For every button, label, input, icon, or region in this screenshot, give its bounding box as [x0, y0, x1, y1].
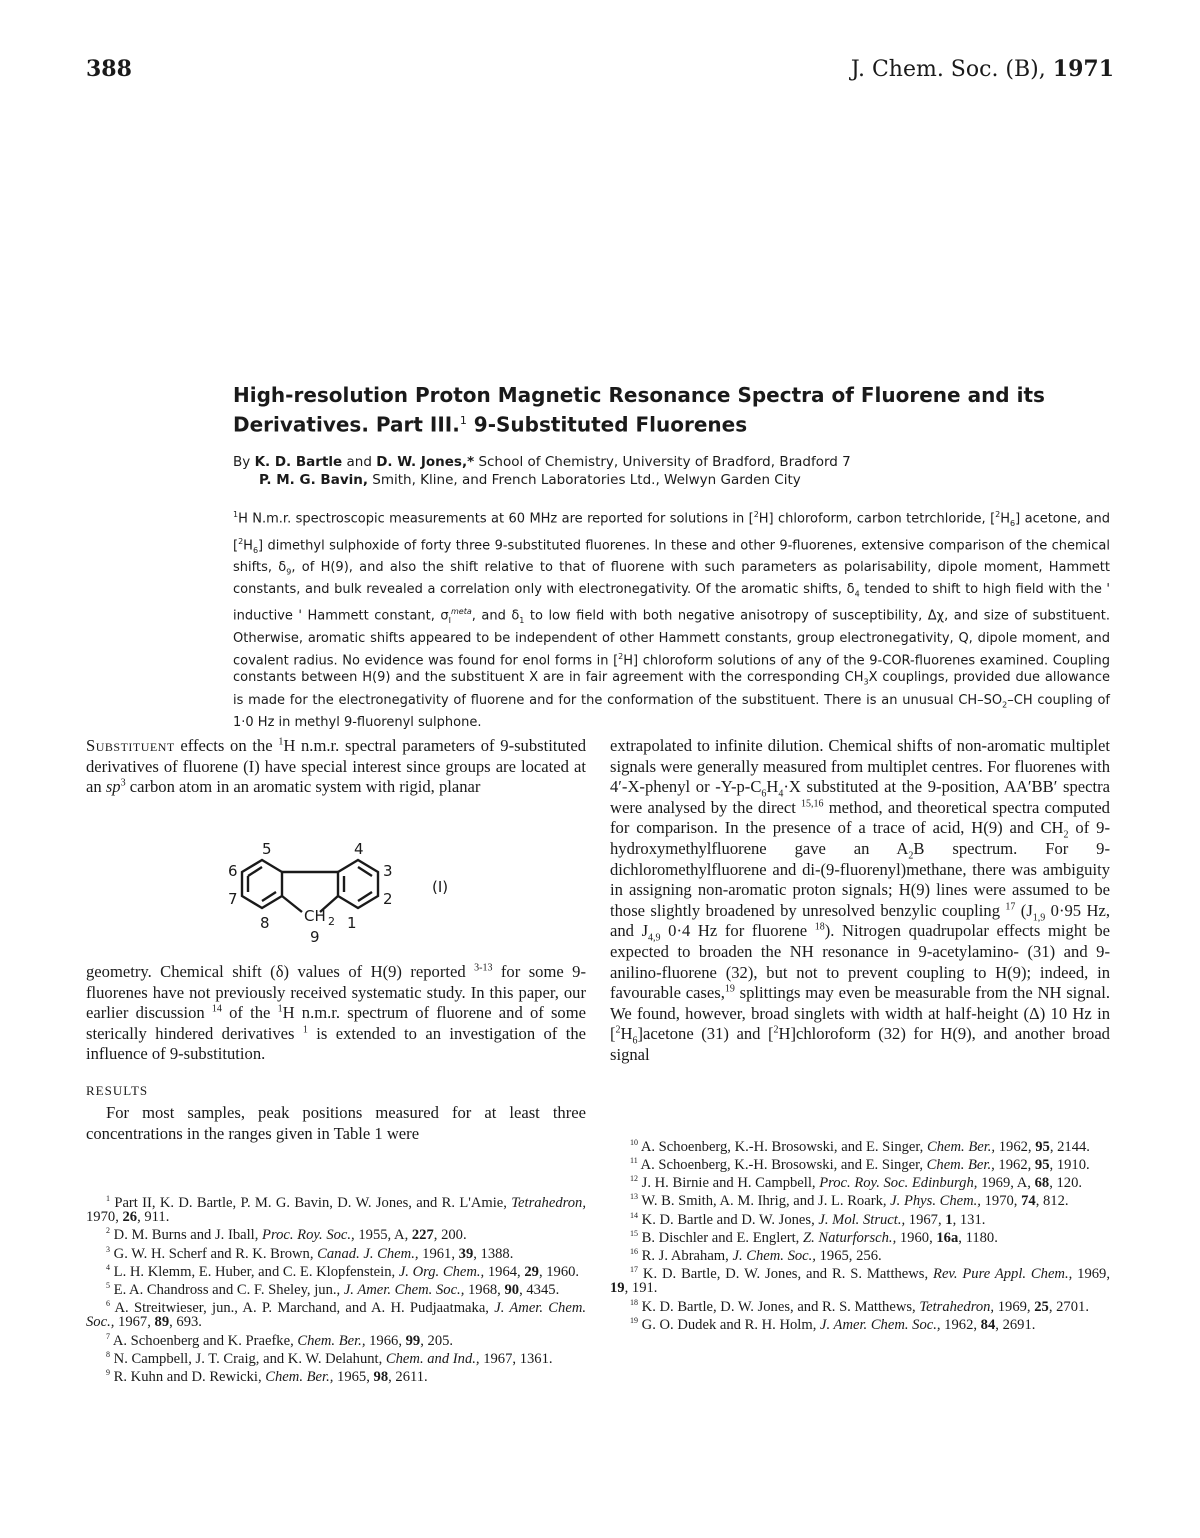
abstract: $^1$H N.m.r. spectroscopic measurements at 60 MHz are reported for solutions in [$^2$H] chloroform, carbon tetrchloride, $[^2H_6]$ acetone, and $[^2H_6]$ dimethyl sulphoxide of forty three 9-substituted fluorenes. In these and other 9-fluorenes, extensive comparison of the chemical shifts, $\delta_9$, of H(9), and also the shift relative to that of fluorene with such parameters as polarisability, dipole moment, Hammett constants, and bulk revealed a correlation only with electronegativity. Of the aromatic shifts, $\delta_4$ tended to shift to high field with the ' inductive ' Hammett constant, $\sigma_I^{meta}$, and $\delta_1$ to low field with both negative anisotropy of susceptibility, Δχ, and size of substituent. Otherwise, aromatic shifts appeared to be independent of other Hammett constants, group electronegativity, Q, dipole moment, and covalent radius. No evidence was found for enol forms in [$^2$H] chloroform solutions of any of the 9-COR-fluorenes examined. Coupling constants between H(9) and the substituent X are in fair agreement with the corresponding $CH_3X$ couplings, provided due allowance is made for the electronegativity of fluorene and for the conformation of the substituent. There is an unusual $CH-SO_2-CH$ coupling of 1·0 Hz in methyl 9-fluorenyl sulphone.	[233, 510, 1110, 730]
footnote: $^{11}$ A. Schoenberg, K.-H. Brosowski, and E. Singer, Chem. Ber., 1962, 95, 1910.	[630, 1156, 1090, 1174]
footnote: $^{18}$ K. D. Bartle, D. W. Jones, and R. S. Matthews, Tetrahedron, 1969, 25, 2701.	[630, 1297, 1089, 1315]
footnote: $^4$ L. H. Klemm, E. Huber, and C. E. Klopfenstein, J. Org. Chem., 1964, 29, 1960.	[106, 1262, 580, 1280]
footnote: $^{10}$ A. Schoenberg, K.-H. Brosowski, and E. Singer, Chem. Ber., 1962, 95, 2144.	[630, 1138, 1090, 1155]
footnote: $^8$ N. Campbell, J. T. Craig, and K. W. Delahunt, Chem. and Ind., 1967, 1361.	[106, 1349, 553, 1367]
journal-name: J. Chem. Soc. (B),	[850, 57, 1046, 82]
footnote: $^3$ G. W. H. Scherf and R. K. Brown, Canad. J. Chem., 1961, 39, 1388.	[106, 1244, 514, 1262]
left-column-intro	[86, 736, 586, 798]
position-2-label: 2	[383, 890, 393, 908]
intro-paragraph: Substituent effects on the $^1$H n.m.r. spectral parameters of 9-substituted derivatives of fluorene (I) have special interest since groups are located at an $sp^3$ carbon atom in an aromatic system with rigid, planar	[86, 736, 587, 797]
position-3-label: 3	[383, 862, 393, 880]
fluorene-structure	[220, 840, 449, 952]
journal-reference	[851, 56, 1114, 82]
footnote: $^{12}$ J. H. Birnie and H. Campbell, Proc. Roy. Soc. Edinburgh, 1969, A, 68, 120.	[630, 1174, 1083, 1192]
affiliation-1: School of Chemistry, University of Bradford, Bradford 7	[478, 454, 851, 470]
footnote: $^5$ E. A. Chandross and C. F. Sheley, jun., J. Amer. Chem. Soc., 1968, 90, 4345.	[106, 1280, 560, 1298]
compound-label: (I)	[432, 878, 449, 896]
left-column-body	[86, 962, 586, 1144]
by-label: By	[233, 454, 251, 470]
position-5-label: 5	[262, 840, 272, 858]
journal-year: 1971	[1052, 56, 1114, 82]
author-3: P. M. G. Bavin,	[259, 472, 368, 488]
results-paragraph: For most samples, peak positions measured for at least three concentrations in the ranges given in Table 1 were	[86, 1102, 586, 1143]
affiliation-2: Smith, Kline, and French Laboratories Ltd., Welwyn Garden City	[372, 472, 801, 488]
position-8-label: 8	[260, 914, 270, 932]
footnote: $^2$ D. M. Burns and J. Iball, Proc. Roy. Soc., 1955, A, 227, 200.	[106, 1226, 467, 1244]
results-heading: RESULTS	[86, 1082, 149, 1098]
position-7-label: 7	[228, 890, 238, 908]
footnotes-right	[610, 1136, 1110, 1332]
position-1-label: 1	[347, 914, 357, 932]
footnote: $^{13}$ W. B. Smith, A. M. Ihrig, and J. L. Roark, J. Phys. Chem., 1970, 74, 812.	[630, 1192, 1069, 1210]
and-label: and	[346, 454, 372, 470]
title-ref: 1	[459, 414, 467, 427]
ch2-subscript: 2	[328, 915, 335, 928]
title-main: High-resolution Proton Magnetic Resonance Spectra of Fluorene and its Derivatives. Part III.	[233, 383, 1045, 437]
footnote: $^7$ A. Schoenberg and K. Praefke, Chem. Ber., 1966, 99, 205.	[106, 1331, 454, 1349]
footnote: $^9$ R. Kuhn and D. Rewicki, Chem. Ber., 1965, 98, 2611.	[106, 1367, 428, 1385]
footnote: $^{14}$ K. D. Bartle and D. W. Jones, J. Mol. Struct., 1967, 1, 131.	[630, 1210, 986, 1228]
footnote: $^{17}$ K. D. Bartle, D. W. Jones, and R. S. Matthews, Rev. Pure Appl. Chem., 1969, 19, 191.	[610, 1265, 1110, 1297]
geometry-paragraph: geometry. Chemical shift (δ) values of H(9) reported $^{3-13}$ for some 9-fluorenes have not previously received systematic study. In this paper, our earlier discussion $^{14}$ of the $^1$H n.m.r. spectrum of fluorene and of some sterically hindered derivatives $^1$ is extended to an investigation of the influence of 9-substitution.	[86, 962, 587, 1064]
footnote: $^6$ A. Streitwieser, jun., A. P. Marchand, and A. H. Pudjaatmaka, J. Amer. Chem. Soc., 1967, 89, 693.	[86, 1299, 587, 1331]
footnote: $^1$ Part II, K. D. Bartle, P. M. G. Bavin, D. W. Jones, and R. L'Amie, Tetrahedron, 1970, 26, 911.	[86, 1194, 587, 1226]
right-column-body	[610, 736, 1110, 1066]
position-4-label: 4	[354, 840, 364, 858]
footnote: $^{16}$ R. J. Abraham, J. Chem. Soc., 1965, 256.	[630, 1246, 882, 1264]
position-6-label: 6	[228, 862, 238, 880]
author-line-1	[233, 453, 1133, 471]
footnote: $^{19}$ G. O. Dudek and R. H. Holm, J. Amer. Chem. Soc., 1962, 84, 2691.	[630, 1315, 1036, 1333]
author-block	[233, 453, 1133, 489]
title-subtitle: 9-Substituted Fluorenes	[473, 412, 748, 437]
author-1: K. D. Bartle	[254, 454, 343, 470]
footnote: $^{15}$ B. Dischler and E. Englert, Z. Naturforsch., 1960, 16a, 1180.	[630, 1228, 998, 1246]
ch2-label: CH	[304, 907, 326, 925]
position-9-label: 9	[310, 928, 320, 946]
author-line-2	[233, 471, 1133, 489]
right-paragraph: extrapolated to infinite dilution. Chemical shifts of non-aromatic multiplet signals were generally measured from multiplet centres. For fluorenes with 4′-X-phenyl or $-Y-p-C_6H_4\cdot X$ substituted at the 9-position, AA′BB′ spectra were analysed by the direct $^{15,16}$ method, and theoretical spectra computed for comparison. In the presence of a trace of acid, H(9) and $CH_2$ of 9-hydroxymethylfluorene gave an $A_2B$ spectrum. For 9-dichloromethylfluorene and di-(9-fluorenyl)methane, there was ambiguity in assigning non-aromatic proton signals; H(9) lines were assumed to be those slightly broadened by unresolved benzylic coupling $^{17}$ ($J_{1,9}$ 0·95 Hz, and $J_{4,9}$ 0·4 Hz for fluorene $^{18}$). Nitrogen quadrupolar effects might be expected to broaden the NH resonance in 9-acetylamino- (31) and 9-anilino-fluorene (32), but not to prevent coupling to H(9); indeed, in favourable cases,$^{19}$ splittings may even be measurable from the NH signal. We found, however, broad singlets with width at half-height (Δ) 10 Hz in $[^2H_6]acetone$ (31) and [$^2$H]chloroform (32) for H(9), and another broad signal	[610, 736, 1111, 1064]
footnotes-left	[86, 1192, 586, 1384]
article-title	[233, 383, 1123, 438]
author-2: D. W. Jones,*	[376, 454, 475, 470]
page-number: 388	[86, 56, 132, 82]
